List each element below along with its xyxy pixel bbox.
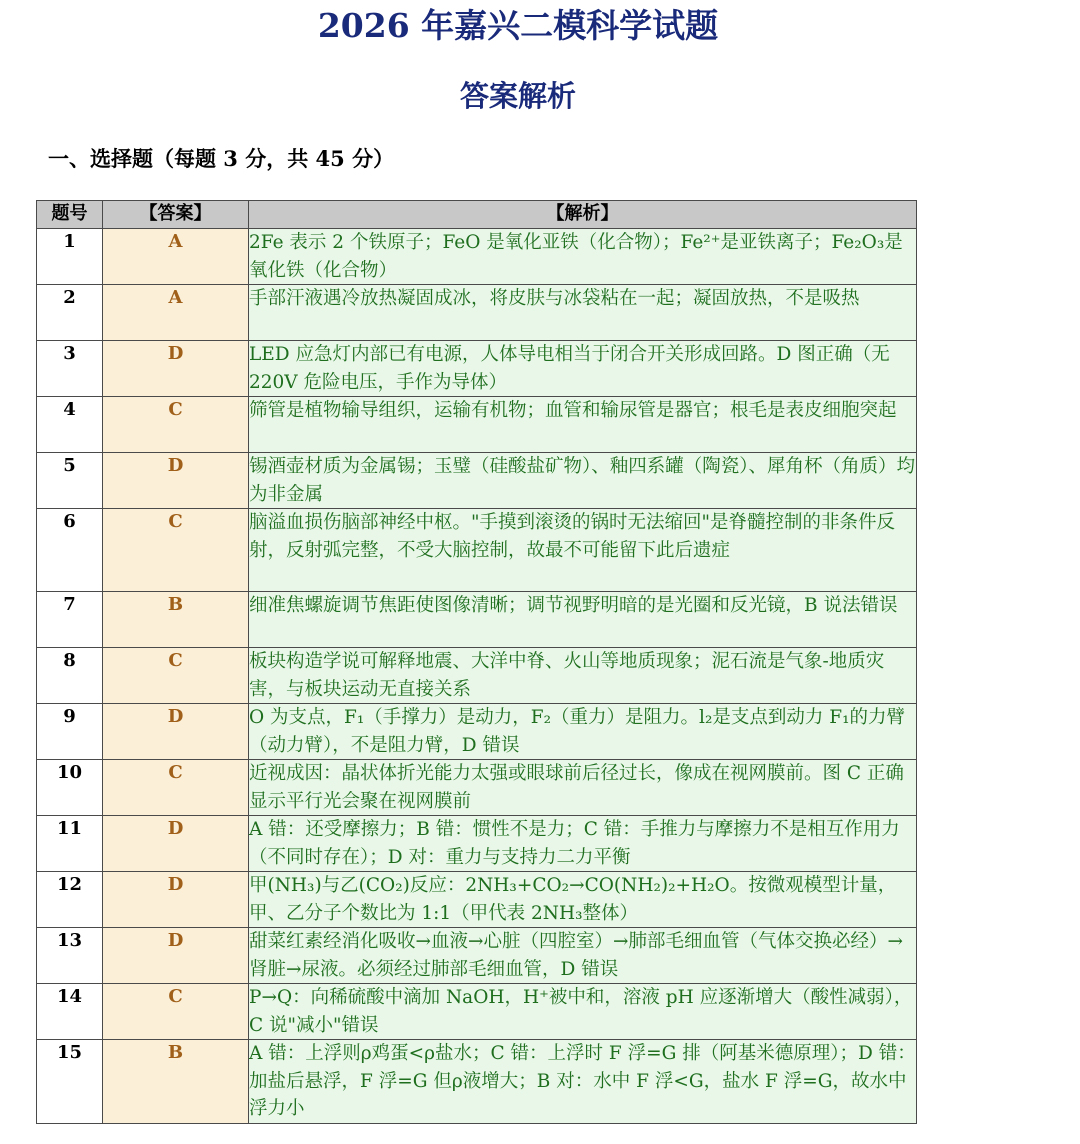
question-number: 11	[37, 816, 103, 872]
answer-letter: D	[103, 928, 249, 984]
question-number: 2	[37, 285, 103, 341]
table-row	[37, 285, 917, 341]
answer-letter: D	[103, 872, 249, 928]
question-number: 8	[37, 648, 103, 704]
question-number: 13	[37, 928, 103, 984]
question-number: 12	[37, 872, 103, 928]
answer-letter: B	[103, 592, 249, 648]
explanation-text: O 为支点，F₁（手撑力）是动力，F₂（重力）是阻力。l₂是支点到动力 F₁的力臂（动力臂），不是阻力臂，D 错误	[249, 704, 917, 760]
explanation-text: 甲(NH₃)与乙(CO₂)反应：2NH₃+CO₂→CO(NH₂)₂+H₂O。按微观模型计量，甲、乙分子个数比为 1:1（甲代表 2NH₃整体）	[249, 872, 917, 928]
explanation-text: 近视成因：晶状体折光能力太强或眼球前后径过长，像成在视网膜前。图 C 正确显示平行光会聚在视网膜前	[249, 760, 917, 816]
question-number: 6	[37, 509, 103, 592]
explanation-text: LED 应急灯内部已有电源，人体导电相当于闭合开关形成回路。D 图正确（无 220V 危险电压，手作为导体）	[249, 341, 917, 397]
answer-letter: C	[103, 760, 249, 816]
question-number: 7	[37, 592, 103, 648]
table-row	[37, 648, 917, 704]
document-subtitle: 答案解析	[459, 79, 576, 113]
header-row	[37, 201, 917, 229]
answer-letter: C	[103, 984, 249, 1040]
table-row	[37, 704, 917, 760]
question-number: 10	[37, 760, 103, 816]
question-number: 15	[37, 1040, 103, 1124]
question-number: 1	[37, 229, 103, 285]
answer-letter: C	[103, 648, 249, 704]
table-row	[37, 984, 917, 1040]
question-number: 9	[37, 704, 103, 760]
header-answer: 【答案】	[103, 201, 249, 229]
answer-letter: D	[103, 453, 249, 509]
answer-table-header	[37, 201, 917, 229]
header-question-number: 题号	[37, 201, 103, 229]
answer-table-body	[37, 229, 917, 1124]
question-number: 5	[37, 453, 103, 509]
explanation-text: 甜菜红素经消化吸收→血液→心脏（四腔室）→肺部毛细血管（气体交换必经）→肾脏→尿液。必须经过肺部毛细血管，D 错误	[249, 928, 917, 984]
table-row	[37, 397, 917, 453]
question-number: 14	[37, 984, 103, 1040]
table-row	[37, 928, 917, 984]
table-row	[37, 816, 917, 872]
table-row	[37, 760, 917, 816]
table-row	[37, 341, 917, 397]
answer-letter: C	[103, 509, 249, 592]
explanation-text: A 错：还受摩擦力；B 错：惯性不是力；C 错：手推力与摩擦力不是相互作用力（不同时存在）；D 对：重力与支持力二力平衡	[249, 816, 917, 872]
explanation-text: 锡酒壶材质为金属锡；玉璧（硅酸盐矿物）、釉四系罐（陶瓷）、犀角杯（角质）均为非金属	[249, 453, 917, 509]
answer-letter: A	[103, 285, 249, 341]
explanation-text: 2Fe 表示 2 个铁原子；FeO 是氧化亚铁（化合物）；Fe²⁺是亚铁离子；Fe₂O₃是氧化铁（化合物）	[249, 229, 917, 285]
answer-letter: D	[103, 704, 249, 760]
table-row	[37, 229, 917, 285]
explanation-text: 板块构造学说可解释地震、大洋中脊、火山等地质现象；泥石流是气象-地质灾害，与板块运动无直接关系	[249, 648, 917, 704]
section-heading: 一、选择题（每题 3 分，共 45 分）	[48, 146, 395, 171]
question-number: 3	[37, 341, 103, 397]
explanation-text: 手部汗液遇冷放热凝固成冰，将皮肤与冰袋粘在一起；凝固放热，不是吸热	[249, 285, 917, 341]
question-number: 4	[37, 397, 103, 453]
table-row	[37, 1040, 917, 1124]
answer-letter: D	[103, 816, 249, 872]
answer-table	[36, 200, 917, 1124]
explanation-text: 细准焦螺旋调节焦距使图像清晰；调节视野明暗的是光圈和反光镜，B 说法错误	[249, 592, 917, 648]
table-row	[37, 453, 917, 509]
explanation-text: A 错：上浮则ρ鸡蛋<ρ盐水；C 错：上浮时 F 浮=G 排（阿基米德原理）；D 错：加盐后悬浮，F 浮=G 但ρ液增大；B 对：水中 F 浮<G，盐水 F 浮=G，故水中浮力小	[249, 1040, 917, 1124]
table-row	[37, 592, 917, 648]
header-explanation: 【解析】	[249, 201, 917, 229]
explanation-text: 脑溢血损伤脑部神经中枢。"手摸到滚烫的锅时无法缩回"是脊髓控制的非条件反射，反射弧完整，不受大脑控制，故最不可能留下此后遗症	[249, 509, 917, 592]
explanation-text: 筛管是植物输导组织，运输有机物；血管和输尿管是器官；根毛是表皮细胞突起	[249, 397, 917, 453]
answer-letter: D	[103, 341, 249, 397]
explanation-text: P→Q：向稀硫酸中滴加 NaOH，H⁺被中和，溶液 pH 应逐渐增大（酸性减弱），C 说"减小"错误	[249, 984, 917, 1040]
table-row	[37, 872, 917, 928]
answer-letter: A	[103, 229, 249, 285]
document-title: 2026 年嘉兴二模科学试题	[317, 6, 719, 45]
answer-letter: C	[103, 397, 249, 453]
table-row	[37, 509, 917, 592]
answer-letter: B	[103, 1040, 249, 1124]
